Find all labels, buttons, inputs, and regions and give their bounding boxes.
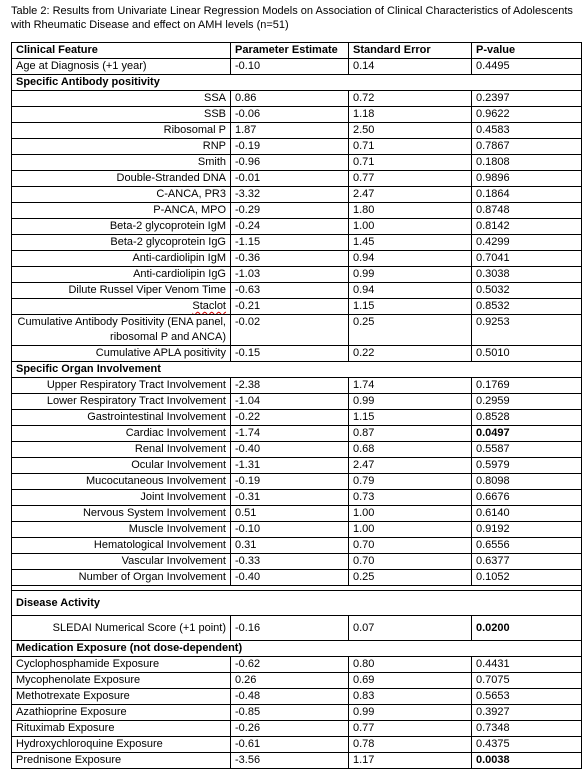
- table-row: [12, 426, 582, 442]
- clinical-feature-cell: C-ANCA, PR3: [12, 187, 231, 203]
- table-row: [12, 187, 582, 203]
- parameter-estimate-cell: -3.32: [231, 187, 349, 203]
- results-table: [11, 42, 582, 769]
- section-header-row: [12, 362, 582, 378]
- parameter-estimate-cell: -0.33: [231, 554, 349, 570]
- section-header-row: [12, 641, 582, 657]
- parameter-estimate-cell: 0.26: [231, 673, 349, 689]
- standard-error-cell: 0.99: [349, 267, 472, 283]
- parameter-estimate-cell: -1.04: [231, 394, 349, 410]
- parameter-estimate-cell: -0.06: [231, 107, 349, 123]
- parameter-estimate-cell: 0.31: [231, 538, 349, 554]
- table-row: [12, 490, 582, 506]
- standard-error-cell: 0.71: [349, 139, 472, 155]
- spellcheck-underlined-text: Staclot: [192, 300, 226, 312]
- table-row: [12, 737, 582, 753]
- table-row: [12, 251, 582, 267]
- header-parameter-estimate: Parameter Estimate: [231, 43, 349, 59]
- clinical-feature-cell: [12, 299, 231, 315]
- p-value-cell: 0.2959: [472, 394, 582, 410]
- standard-error-cell: 1.00: [349, 219, 472, 235]
- clinical-feature-cell: Cumulative Antibody Positivity (ENA panel, ribosomal P and ANCA): [12, 315, 231, 346]
- table-row: [12, 705, 582, 721]
- parameter-estimate-cell: -1.31: [231, 458, 349, 474]
- standard-error-cell: 1.80: [349, 203, 472, 219]
- parameter-estimate-cell: 0.51: [231, 506, 349, 522]
- parameter-estimate-cell: -0.40: [231, 442, 349, 458]
- parameter-estimate-cell: 1.87: [231, 123, 349, 139]
- p-value-cell: 0.8532: [472, 299, 582, 315]
- clinical-feature-cell: Methotrexate Exposure: [12, 689, 231, 705]
- clinical-feature-cell: Anti-cardiolipin IgM: [12, 251, 231, 267]
- standard-error-cell: 0.68: [349, 442, 472, 458]
- p-value-cell: 0.8528: [472, 410, 582, 426]
- table-row: [12, 283, 582, 299]
- clinical-feature-cell: Mycophenolate Exposure: [12, 673, 231, 689]
- table-row: [12, 522, 582, 538]
- p-value-cell: 0.8748: [472, 203, 582, 219]
- parameter-estimate-cell: -0.21: [231, 299, 349, 315]
- clinical-feature-cell: Azathioprine Exposure: [12, 705, 231, 721]
- p-value-cell: 0.3927: [472, 705, 582, 721]
- table-row: [12, 267, 582, 283]
- table-row: [12, 346, 582, 362]
- standard-error-cell: 0.77: [349, 721, 472, 737]
- standard-error-cell: 0.87: [349, 426, 472, 442]
- clinical-feature-cell: Number of Organ Involvement: [12, 570, 231, 586]
- section-header: Specific Antibody positivity: [12, 75, 582, 91]
- p-value-cell: 0.4299: [472, 235, 582, 251]
- table-row: [12, 315, 582, 346]
- table-row: [12, 123, 582, 139]
- table-row: [12, 171, 582, 187]
- p-value-cell: 0.1864: [472, 187, 582, 203]
- parameter-estimate-cell: 0.86: [231, 91, 349, 107]
- table-row: [12, 91, 582, 107]
- clinical-feature-cell: Renal Involvement: [12, 442, 231, 458]
- p-value-cell: 0.5587: [472, 442, 582, 458]
- header-p-value: P-value: [472, 43, 582, 59]
- standard-error-cell: 0.73: [349, 490, 472, 506]
- p-value-cell: 0.6377: [472, 554, 582, 570]
- p-value-cell: 0.6676: [472, 490, 582, 506]
- standard-error-cell: 0.14: [349, 59, 472, 75]
- clinical-feature-cell: Hematological Involvement: [12, 538, 231, 554]
- parameter-estimate-cell: -0.40: [231, 570, 349, 586]
- parameter-estimate-cell: -1.74: [231, 426, 349, 442]
- parameter-estimate-cell: -2.38: [231, 378, 349, 394]
- clinical-feature-cell: Cumulative APLA positivity: [12, 346, 231, 362]
- parameter-estimate-cell: -0.01: [231, 171, 349, 187]
- clinical-feature-cell: Mucocutaneous Involvement: [12, 474, 231, 490]
- clinical-feature-cell: Ribosomal P: [12, 123, 231, 139]
- parameter-estimate-cell: -0.19: [231, 474, 349, 490]
- p-value-cell: 0.8142: [472, 219, 582, 235]
- section-header-row: [12, 75, 582, 91]
- p-value-cell: 0.9622: [472, 107, 582, 123]
- standard-error-cell: 0.83: [349, 689, 472, 705]
- table-row: [12, 203, 582, 219]
- clinical-feature-cell: Ocular Involvement: [12, 458, 231, 474]
- parameter-estimate-cell: -0.63: [231, 283, 349, 299]
- parameter-estimate-cell: -3.56: [231, 753, 349, 769]
- parameter-estimate-cell: -0.10: [231, 522, 349, 538]
- parameter-estimate-cell: -0.19: [231, 139, 349, 155]
- section-header: Medication Exposure (not dose-dependent): [12, 641, 582, 657]
- p-value-cell: 0.7041: [472, 251, 582, 267]
- p-value-cell: 0.9192: [472, 522, 582, 538]
- p-value-cell: 0.4495: [472, 59, 582, 75]
- parameter-estimate-cell: -0.29: [231, 203, 349, 219]
- section-header: Specific Organ Involvement: [12, 362, 582, 378]
- table-row: [12, 458, 582, 474]
- p-value-cell: 0.0200: [472, 616, 582, 641]
- standard-error-cell: 0.71: [349, 155, 472, 171]
- clinical-feature-cell: Age at Diagnosis (+1 year): [12, 59, 231, 75]
- table-row: [12, 378, 582, 394]
- parameter-estimate-cell: -0.96: [231, 155, 349, 171]
- clinical-feature-cell: Cyclophosphamide Exposure: [12, 657, 231, 673]
- parameter-estimate-cell: -0.24: [231, 219, 349, 235]
- standard-error-cell: 2.50: [349, 123, 472, 139]
- header-row: [12, 43, 582, 59]
- p-value-cell: 0.6140: [472, 506, 582, 522]
- standard-error-cell: 1.15: [349, 299, 472, 315]
- clinical-feature-cell: Beta-2 glycoprotein IgM: [12, 219, 231, 235]
- table-row: [12, 59, 582, 75]
- header-standard-error: Standard Error: [349, 43, 472, 59]
- standard-error-cell: 0.99: [349, 394, 472, 410]
- parameter-estimate-cell: -0.26: [231, 721, 349, 737]
- p-value-cell: 0.0038: [472, 753, 582, 769]
- parameter-estimate-cell: -1.15: [231, 235, 349, 251]
- p-value-cell: 0.7867: [472, 139, 582, 155]
- p-value-cell: 0.4431: [472, 657, 582, 673]
- clinical-feature-cell: Double-Stranded DNA: [12, 171, 231, 187]
- table-row: [12, 155, 582, 171]
- standard-error-cell: 0.25: [349, 315, 472, 346]
- table-row: [12, 554, 582, 570]
- table-row: [12, 410, 582, 426]
- parameter-estimate-cell: -0.36: [231, 251, 349, 267]
- table-row: [12, 139, 582, 155]
- table-row: [12, 219, 582, 235]
- table-row: [12, 657, 582, 673]
- p-value-cell: 0.4583: [472, 123, 582, 139]
- clinical-feature-cell: Gastrointestinal Involvement: [12, 410, 231, 426]
- standard-error-cell: 1.00: [349, 522, 472, 538]
- p-value-cell: 0.1808: [472, 155, 582, 171]
- clinical-feature-cell: Muscle Involvement: [12, 522, 231, 538]
- standard-error-cell: 0.69: [349, 673, 472, 689]
- table-row: [12, 570, 582, 586]
- clinical-feature-cell: SSA: [12, 91, 231, 107]
- p-value-cell: 0.1052: [472, 570, 582, 586]
- standard-error-cell: 0.72: [349, 91, 472, 107]
- table-row: [12, 616, 582, 641]
- p-value-cell: 0.7348: [472, 721, 582, 737]
- table-row: [12, 721, 582, 737]
- standard-error-cell: 0.94: [349, 283, 472, 299]
- standard-error-cell: 0.79: [349, 474, 472, 490]
- table-row: [12, 474, 582, 490]
- parameter-estimate-cell: -0.62: [231, 657, 349, 673]
- standard-error-cell: 2.47: [349, 187, 472, 203]
- parameter-estimate-cell: -0.22: [231, 410, 349, 426]
- p-value-cell: 0.2397: [472, 91, 582, 107]
- standard-error-cell: 0.07: [349, 616, 472, 641]
- table-row: [12, 753, 582, 769]
- parameter-estimate-cell: -0.31: [231, 490, 349, 506]
- parameter-estimate-cell: -0.10: [231, 59, 349, 75]
- parameter-estimate-cell: -0.85: [231, 705, 349, 721]
- clinical-feature-cell: SLEDAI Numerical Score (+1 point): [12, 616, 231, 641]
- table-caption: Table 2: Results from Univariate Linear Regression Models on Association of Clinical Characteristics of Adolescents with Rheumatic Disease and effect on AMH levels (n=51): [11, 5, 573, 31]
- parameter-estimate-cell: -0.15: [231, 346, 349, 362]
- table-row: [12, 107, 582, 123]
- parameter-estimate-cell: -0.48: [231, 689, 349, 705]
- standard-error-cell: 0.77: [349, 171, 472, 187]
- standard-error-cell: 0.25: [349, 570, 472, 586]
- parameter-estimate-cell: -0.61: [231, 737, 349, 753]
- parameter-estimate-cell: -1.03: [231, 267, 349, 283]
- clinical-feature-cell: Anti-cardiolipin IgG: [12, 267, 231, 283]
- clinical-feature-cell: Upper Respiratory Tract Involvement: [12, 378, 231, 394]
- p-value-cell: 0.9253: [472, 315, 582, 346]
- clinical-feature-cell: SSB: [12, 107, 231, 123]
- table-row: [12, 442, 582, 458]
- p-value-cell: 0.8098: [472, 474, 582, 490]
- p-value-cell: 0.9896: [472, 171, 582, 187]
- standard-error-cell: 1.15: [349, 410, 472, 426]
- table-row: [12, 299, 582, 315]
- standard-error-cell: 0.22: [349, 346, 472, 362]
- table-row: [12, 394, 582, 410]
- section-header-row: [12, 591, 582, 616]
- p-value-cell: 0.5032: [472, 283, 582, 299]
- standard-error-cell: 1.17: [349, 753, 472, 769]
- table-row: [12, 506, 582, 522]
- standard-error-cell: 0.70: [349, 554, 472, 570]
- standard-error-cell: 1.18: [349, 107, 472, 123]
- p-value-cell: 0.5010: [472, 346, 582, 362]
- standard-error-cell: 0.78: [349, 737, 472, 753]
- standard-error-cell: 0.70: [349, 538, 472, 554]
- standard-error-cell: 0.94: [349, 251, 472, 267]
- clinical-feature-cell: P-ANCA, MPO: [12, 203, 231, 219]
- clinical-feature-cell: Smith: [12, 155, 231, 171]
- standard-error-cell: 0.80: [349, 657, 472, 673]
- section-header: Disease Activity: [12, 591, 582, 616]
- table-row: [12, 538, 582, 554]
- clinical-feature-cell: RNP: [12, 139, 231, 155]
- p-value-cell: 0.5979: [472, 458, 582, 474]
- clinical-feature-cell: Nervous System Involvement: [12, 506, 231, 522]
- p-value-cell: 0.1769: [472, 378, 582, 394]
- clinical-feature-cell: Vascular Involvement: [12, 554, 231, 570]
- clinical-feature-cell: Cardiac Involvement: [12, 426, 231, 442]
- clinical-feature-cell: Prednisone Exposure: [12, 753, 231, 769]
- p-value-cell: 0.5653: [472, 689, 582, 705]
- standard-error-cell: 2.47: [349, 458, 472, 474]
- table-row: [12, 673, 582, 689]
- table-row: [12, 689, 582, 705]
- clinical-feature-cell: Lower Respiratory Tract Involvement: [12, 394, 231, 410]
- clinical-feature-cell: Hydroxychloroquine Exposure: [12, 737, 231, 753]
- standard-error-cell: 1.74: [349, 378, 472, 394]
- header-clinical-feature: Clinical Feature: [12, 43, 231, 59]
- standard-error-cell: 1.45: [349, 235, 472, 251]
- table-body: [12, 43, 582, 769]
- standard-error-cell: 1.00: [349, 506, 472, 522]
- p-value-cell: 0.3038: [472, 267, 582, 283]
- table-row: [12, 235, 582, 251]
- clinical-feature-cell: Beta-2 glycoprotein IgG: [12, 235, 231, 251]
- p-value-cell: 0.4375: [472, 737, 582, 753]
- clinical-feature-cell: Rituximab Exposure: [12, 721, 231, 737]
- p-value-cell: 0.7075: [472, 673, 582, 689]
- clinical-feature-cell: Dilute Russel Viper Venom Time: [12, 283, 231, 299]
- parameter-estimate-cell: -0.02: [231, 315, 349, 346]
- clinical-feature-cell: Joint Involvement: [12, 490, 231, 506]
- standard-error-cell: 0.99: [349, 705, 472, 721]
- p-value-cell: 0.6556: [472, 538, 582, 554]
- parameter-estimate-cell: -0.16: [231, 616, 349, 641]
- p-value-cell: 0.0497: [472, 426, 582, 442]
